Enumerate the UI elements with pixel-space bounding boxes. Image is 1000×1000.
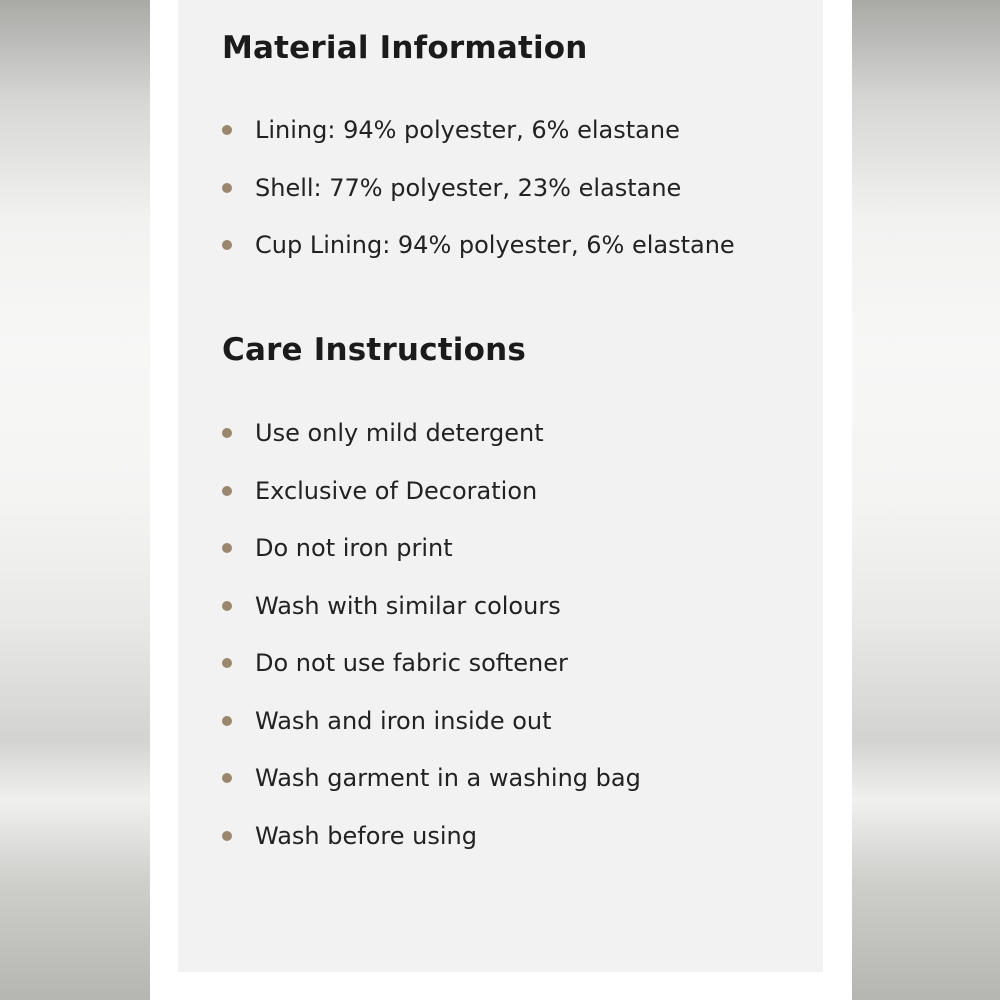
bullet-dot-icon xyxy=(222,125,232,135)
list-item-text: Do not iron print xyxy=(255,534,453,562)
list-item xyxy=(222,110,735,168)
list-item xyxy=(222,225,735,283)
list-item xyxy=(222,816,641,874)
material-information-title: Material Information xyxy=(222,30,588,66)
list-item-text: Exclusive of Decoration xyxy=(255,476,538,505)
left-background xyxy=(0,0,150,1000)
list-item xyxy=(222,643,641,701)
list-item xyxy=(222,701,641,759)
care-instructions-title: Care Instructions xyxy=(222,332,527,368)
list-item-text: Wash with similar colours xyxy=(255,591,561,620)
list-item xyxy=(222,471,641,529)
bullet-dot-icon xyxy=(222,183,232,193)
care-instructions-list xyxy=(222,413,641,873)
list-item xyxy=(222,758,641,816)
list-item-text: Shell: 77% polyester, 23% elastane xyxy=(255,173,682,202)
bullet-dot-icon xyxy=(222,716,232,726)
bullet-dot-icon xyxy=(222,831,232,841)
list-item-text: Wash before using xyxy=(255,821,477,850)
list-item xyxy=(222,413,641,471)
bullet-dot-icon xyxy=(222,543,232,553)
bullet-dot-icon xyxy=(222,428,232,438)
bullet-dot-icon xyxy=(222,658,232,668)
bullet-dot-icon xyxy=(222,601,232,611)
list-item-text: Wash and iron inside out xyxy=(255,706,552,735)
list-item-text: Wash garment in a washing bag xyxy=(255,764,641,792)
list-item xyxy=(222,586,641,644)
phone-screen xyxy=(150,0,852,1000)
list-item-text: Lining: 94% polyester, 6% elastane xyxy=(255,116,680,144)
list-item xyxy=(222,528,641,586)
list-item-text: Do not use fabric softener xyxy=(255,649,568,677)
list-item xyxy=(222,168,735,226)
material-information-list xyxy=(222,110,735,283)
bullet-dot-icon xyxy=(222,773,232,783)
bullet-dot-icon xyxy=(222,486,232,496)
product-details-panel xyxy=(178,0,823,972)
list-item-text: Cup Lining: 94% polyester, 6% elastane xyxy=(255,231,735,259)
bullet-dot-icon xyxy=(222,240,232,250)
list-item-text: Use only mild detergent xyxy=(255,419,544,447)
right-background xyxy=(852,0,1000,1000)
